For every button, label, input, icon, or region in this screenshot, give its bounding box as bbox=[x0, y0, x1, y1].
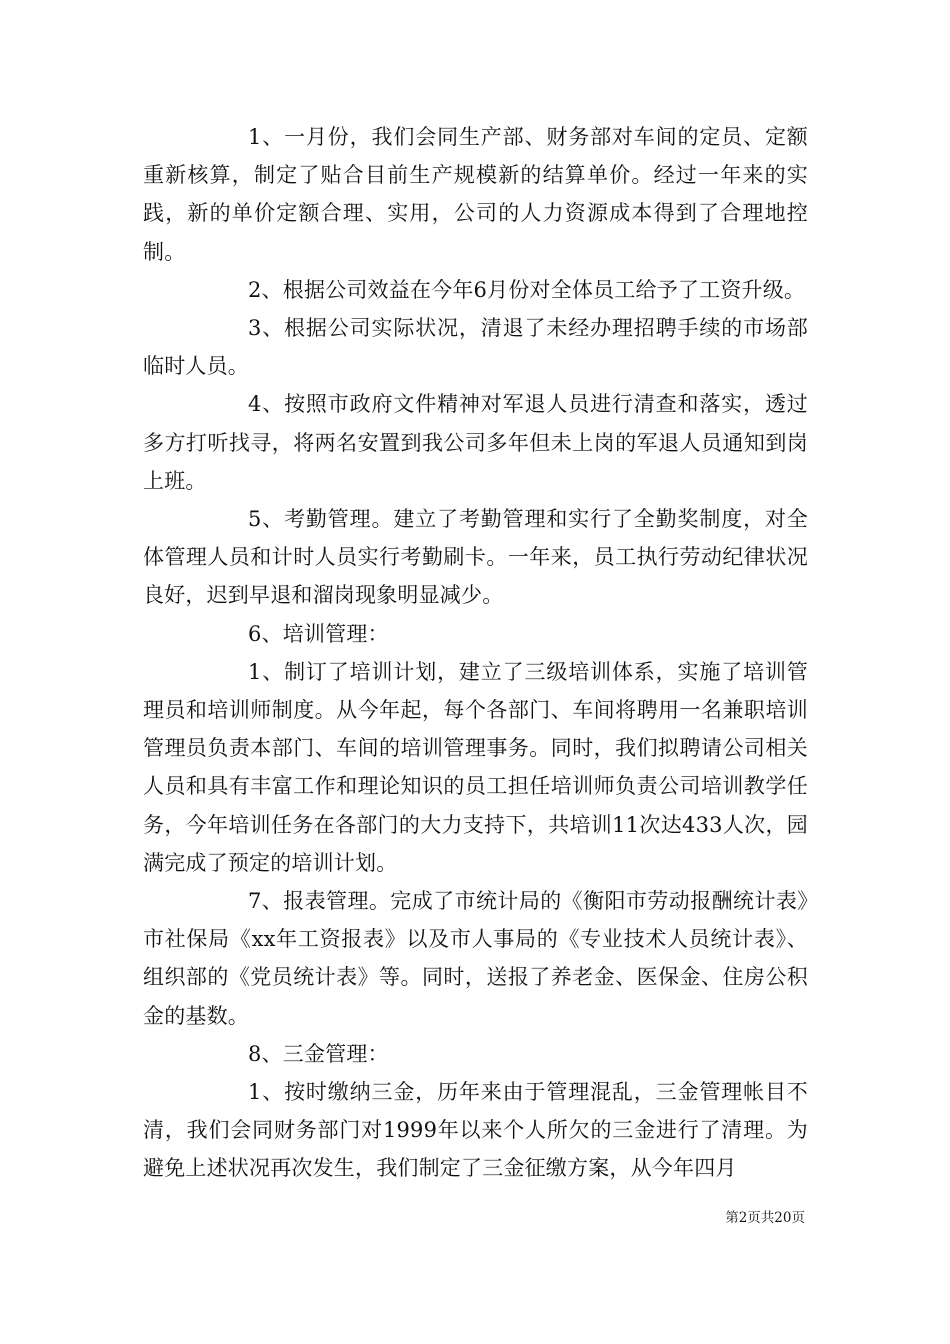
paragraph-7: 7、报表管理。完成了市统计局的《衡阳市劳动报酬统计表》市社保局《xx年工资报表》以及市人事局的《专业技术人员统计表》、组织部的《党员统计表》等。同时，送报了养老金、医保金、住房公积金的基数。 bbox=[143, 889, 808, 1028]
page-number-footer: 第2页共20页 bbox=[725, 1210, 805, 1226]
paragraph-5: 5、考勤管理。建立了考勤管理和实行了全勤奖制度，对全体管理人员和计时人员实行考勤刷卡。一年来，员工执行劳动纪律状况良好，迟到早退和溜岗现象明显减少。 bbox=[143, 507, 808, 608]
section-heading-training: 6、培训管理： bbox=[248, 621, 389, 646]
paragraph-2: 2、根据公司效益在今年6月份对全体员工给予了工资升级。 bbox=[248, 277, 806, 302]
document-body bbox=[143, 118, 808, 1188]
section-heading-three-funds: 8、三金管理： bbox=[248, 1041, 389, 1066]
paragraph-training-1: 1、制订了培训计划，建立了三级培训体系，实施了培训管理员和培训师制度。从今年起，每个各部门、车间将聘用一名兼职培训管理员负责本部门、车间的培训管理事务。同时，我们拟聘请公司相关人员和具有丰富工作和理论知识的员工担任培训师负责公司培训教学任务，今年培训任务在各部门的大力支持下，共培训11次达433人次，园满完成了预定的培训计划。 bbox=[143, 659, 808, 875]
paragraph-three-funds-1: 1、按时缴纳三金，历年来由于管理混乱，三金管理帐目不清，我们会同财务部门对1999年以来个人所欠的三金进行了清理。为避免上述状况再次发生，我们制定了三金征缴方案，从今年四月 bbox=[143, 1080, 808, 1181]
paragraph-1: 1、一月份，我们会同生产部、财务部对车间的定员、定额重新核算，制定了贴合目前生产规模新的结算单价。经过一年来的实践，新的单价定额合理、实用，公司的人力资源成本得到了合理地控制。 bbox=[143, 125, 808, 264]
paragraph-3: 3、根据公司实际状况，清退了未经办理招聘手续的市场部临时人员。 bbox=[143, 316, 808, 379]
paragraph-4: 4、按照市政府文件精神对军退人员进行清查和落实，透过多方打听找寻，将两名安置到我公司多年但未上岗的军退人员通知到岗上班。 bbox=[143, 392, 808, 493]
